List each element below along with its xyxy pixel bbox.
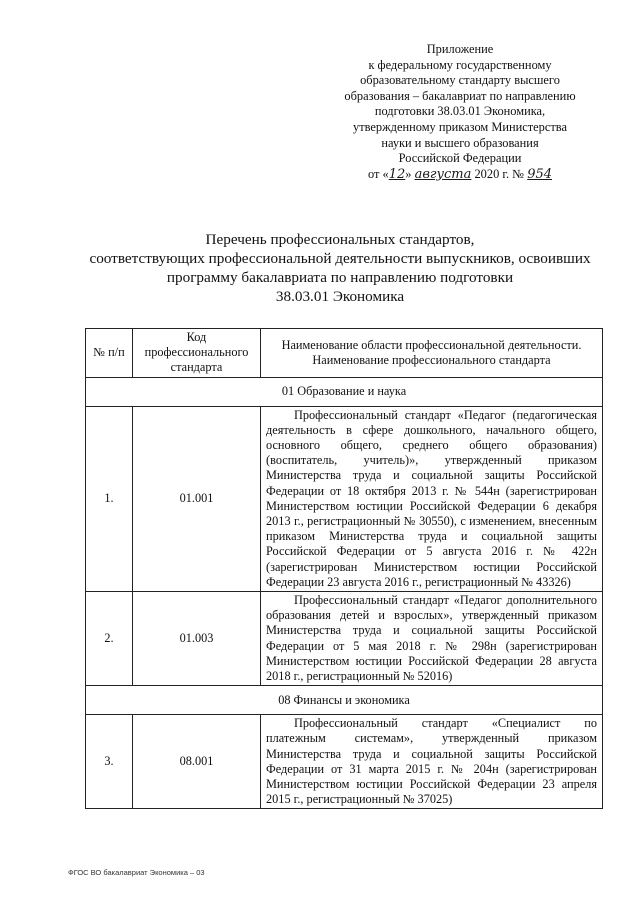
- appendix-line: науки и высшего образования: [381, 135, 539, 150]
- appendix-line: образования – бакалавриат по направлению: [344, 88, 576, 103]
- row-code: 01.001: [133, 406, 261, 591]
- page-footer: ФГОС ВО бакалавриат Экономика – 03: [68, 868, 205, 877]
- row-text-content: Профессиональный стандарт «Специалист по платежным системам», утвержденный приказом Министерства труда и социальной защиты Российской Федерации от 31 марта 2015 г. № 204н (зарегистрирован Министерством юстиции Российской Федерации 23 апреля 2015 г., регистрационный № 37025): [266, 716, 597, 807]
- row-text-content: Профессиональный стандарт «Педагог (педагогическая деятельность в сфере дошкольного, начального общего, основного общего, среднего общего образования) (воспитатель, учитель)», утвержденный приказом Министерства труда и социальной защиты Российской Федерации от 18 октября 2013 г. № 544н (зарегистрирован Министерством юстиции Российской Федерации 6 декабря 2013 г., регистрационный № 30550), с изменением, внесенным приказом Министерства труда и социальной защиты Российской Федерации от 5 августа 2016 г. № 422н (зарегистрирован Министерством юстиции Российской Федерации 23 августа 2016 г., регистрационный № 43326): [266, 407, 597, 589]
- row-code: 01.003: [133, 592, 261, 686]
- standards-table: [85, 328, 603, 809]
- row-code: 08.001: [133, 715, 261, 809]
- title-line: 38.03.01 Экономика: [275, 288, 405, 305]
- table-row: [86, 592, 603, 686]
- appendix-line: образовательному стандарту высшего: [360, 73, 560, 88]
- handwritten-number: 954: [527, 166, 553, 182]
- section-row: [86, 377, 603, 406]
- row-text: [261, 592, 603, 686]
- title-line: соответствующих профессиональной деятельности выпускников, освоивших: [89, 250, 591, 267]
- appendix-line: утвержденному приказом Министерства: [353, 119, 567, 134]
- date-year: 2020 г. №: [474, 166, 525, 181]
- appendix-line: Российской Федерации: [398, 151, 522, 166]
- date-prefix: от «: [367, 166, 389, 181]
- table-header-row: [86, 329, 603, 378]
- handwritten-day: 12: [388, 166, 406, 182]
- appendix-block: [325, 42, 595, 182]
- header-name: Наименование области профессиональной деятельности. Наименование профессионального стандарта: [261, 329, 603, 378]
- date-mid: »: [405, 166, 412, 181]
- appendix-line: подготовки 38.03.01 Экономика,: [374, 104, 546, 119]
- table-row: [86, 406, 603, 591]
- header-num: № п/п: [86, 329, 133, 378]
- table-row: [86, 715, 603, 809]
- row-text: [261, 406, 603, 591]
- handwritten-month: августа: [414, 166, 472, 182]
- section-title: 01 Образование и наука: [86, 377, 603, 406]
- title-line: Перечень профессиональных стандартов,: [205, 231, 475, 248]
- row-text: [261, 715, 603, 809]
- row-text-content: Профессиональный стандарт «Педагог дополнительного образования детей и взрослых», утвержденный приказом Министерства труда и социальной защиты Российской Федерации от 5 мая 2018 г. № 298н (зарегистрирован Министерством юстиции Российской Федерации 28 августа 2018 г., регистрационный № 52016): [266, 593, 597, 684]
- appendix-line: к федеральному государственному: [368, 57, 552, 72]
- row-num: 1.: [86, 406, 133, 591]
- appendix-line: Приложение: [426, 42, 494, 56]
- title-line: программу бакалавриата по направлению подготовки: [166, 269, 514, 286]
- header-code: Код профессионального стандарта: [133, 329, 261, 378]
- section-title: 08 Финансы и экономика: [86, 686, 603, 715]
- order-date-line: [325, 167, 595, 183]
- section-row: [86, 686, 603, 715]
- document-title: [60, 230, 620, 306]
- row-num: 3.: [86, 715, 133, 809]
- row-num: 2.: [86, 592, 133, 686]
